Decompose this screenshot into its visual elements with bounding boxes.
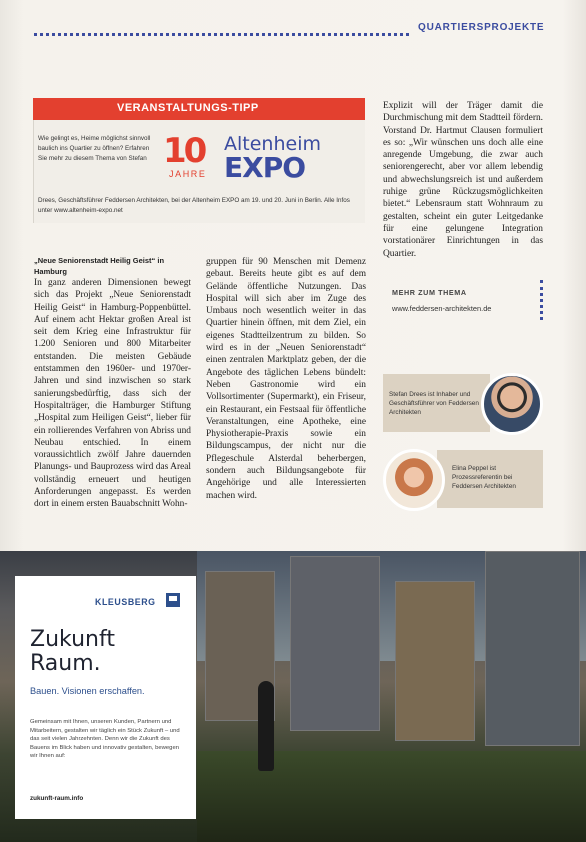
- woman-portrait: [383, 449, 445, 511]
- expo-logo-number: 10: [163, 131, 205, 171]
- ad-building: [395, 581, 475, 741]
- event-tip-details: Drees, Geschäftsführer Feddersen Architekten, bei der Altenheim EXPO am 19. und 20. Juni in Berlin. Alle Infos unter www.altenheim-expo.net: [38, 197, 350, 215]
- ad-headline-2: Raum.: [30, 651, 101, 676]
- ad-panel: [15, 576, 196, 819]
- event-tip-title: VERANSTALTUNGS-TIPP: [117, 102, 259, 114]
- article-column-2: [206, 256, 366, 502]
- ad-person-silhouette: [258, 681, 274, 771]
- article-paragraph: In ganz anderen Dimensionen bewegt sich das Projekt „Neue Seniorenstadt Heilig Geist“ in Hamburg-Poppenbüttel. Auf einem acht Hektar großen Areal ist seit dem Krieg eine Infrastruktur für 1.200 Senioren und 800 Mitarbeiter entstanden. Die meisten Gebäude entstammen den 1960er- und 1970er-Jahren und sind inzwischen so stark sanierungsbedürftig, dass sich der Hospitalträger, die Hamburger Stiftung „Hospital zum Heiligen Geist“, lieber für ein rollierendes Verfahren von Abriss und Neubau entschied. In einem voraussichtlich zwölf Jahre dauernden Planungs- und Bauprozess wird das Areal vollständig erneuert und heutigen Anforderungen angepasst. Es werden dort in einem ersten Bauabschnitt Wohn-: [34, 278, 191, 510]
- kleusberg-logo-text: KLEUSBERG: [95, 597, 156, 607]
- article-subheading: „Neue Seniorenstadt Heilig Geist“ in Hamburg: [34, 256, 165, 276]
- ad-tagline: Bauen. Visionen erschaffen.: [30, 686, 145, 696]
- article-paragraph: gruppen für 90 Menschen mit Demenz gebaut. Bereits heute gibt es auf dem Gelände öffentliche Nutzungen. Das Hospital will sich aber im Zuge des Umbaus noch wesentlich weiter in das Quartier hinein öffnen, mit dem Ziel, ein eigenes Stadtteilzentrum zu bilden. So wird es in der „Neuen Seniorenstadt“ einen zentralen Marktplatz geben, der die Angebote des täglichen Lebens bündelt: Neben Gastronomie wird ein Vollsortimenter (Supermarkt), ein Friseur, ein Restaurant, ein Festsaal für öffentliche Veranstaltungen, eine Apotheke, eine Physiotherapie-Praxis sowie ein Bildungscampus, der nicht nur die Pflegeschule Alsterdal beherbergen, sondern auch Bildungsangebote für Angehörige und alle Interessierten machen wird.: [206, 257, 366, 501]
- expo-logo-jahre: JAHRE: [169, 169, 207, 179]
- man-portrait: [481, 373, 543, 435]
- more-on-topic-link[interactable]: www.feddersen-architekten.de: [392, 304, 492, 313]
- ad-building: [485, 551, 580, 746]
- event-tip-intro: Wie gelingt es, Heime möglichst sinnvoll baulich ins Quartier zu öffnen? Erfahren Sie mehr zu diesem Thema von Stefan: [38, 135, 151, 163]
- ad-headline-1: Zukunft: [30, 627, 115, 652]
- expo-logo-expo: EXPO: [224, 151, 306, 184]
- expo-logo-name: Altenheim: [224, 133, 321, 155]
- ad-url[interactable]: zukunft-raum.info: [30, 795, 84, 802]
- ad-copy: Gemeinsam mit Ihnen, unseren Kunden, Partnern und Mitarbeitern, gestalten wir täglich ein Stück Zukunft – und das seit vielen Jahrzehnten. Denn wir die Zukunft des Bauens im Blick haben und innovativ gestalten, bewegen wir Ihnen auf:: [30, 719, 180, 760]
- section-label: QUARTIERSPROJEKTE: [418, 22, 545, 33]
- more-on-topic-box: [383, 280, 543, 320]
- article-paragraph: Explizit will der Träger damit die Durchmischung mit dem Stadtteil fördern. Vorstand Dr. Hartmut Clausen formuliert es so: „Wir wünschen uns doch alle eine anregende Umgebung, die zwar auch seniorengerecht, aber vor allem lebendig und abwechslungsreich ist und außerdem ruhige grüne Rückzugsmöglichkeiten bietet.“ Lebensraum statt Wohnraum zu gestalten, scheint ein guter Leitgedanke für eine gelungene Integration vorstationärer Einrichtungen in das Quartier.: [383, 101, 543, 259]
- person-caption: Stefan Drees ist Inhaber und Geschäftsführer von Feddersen Architekten: [389, 391, 479, 416]
- person-caption: Elina Peppel ist Prozessreferentin bei Feddersen Architekten: [452, 465, 516, 490]
- ad-building: [290, 556, 380, 731]
- article-column-1: [34, 256, 191, 511]
- kleusberg-logo-icon: [166, 593, 180, 607]
- article-column-3: [383, 100, 543, 260]
- header-dotted-rule: [34, 33, 409, 36]
- more-on-topic-title: MEHR ZUM THEMA: [392, 288, 467, 297]
- ad-ground: [197, 751, 586, 842]
